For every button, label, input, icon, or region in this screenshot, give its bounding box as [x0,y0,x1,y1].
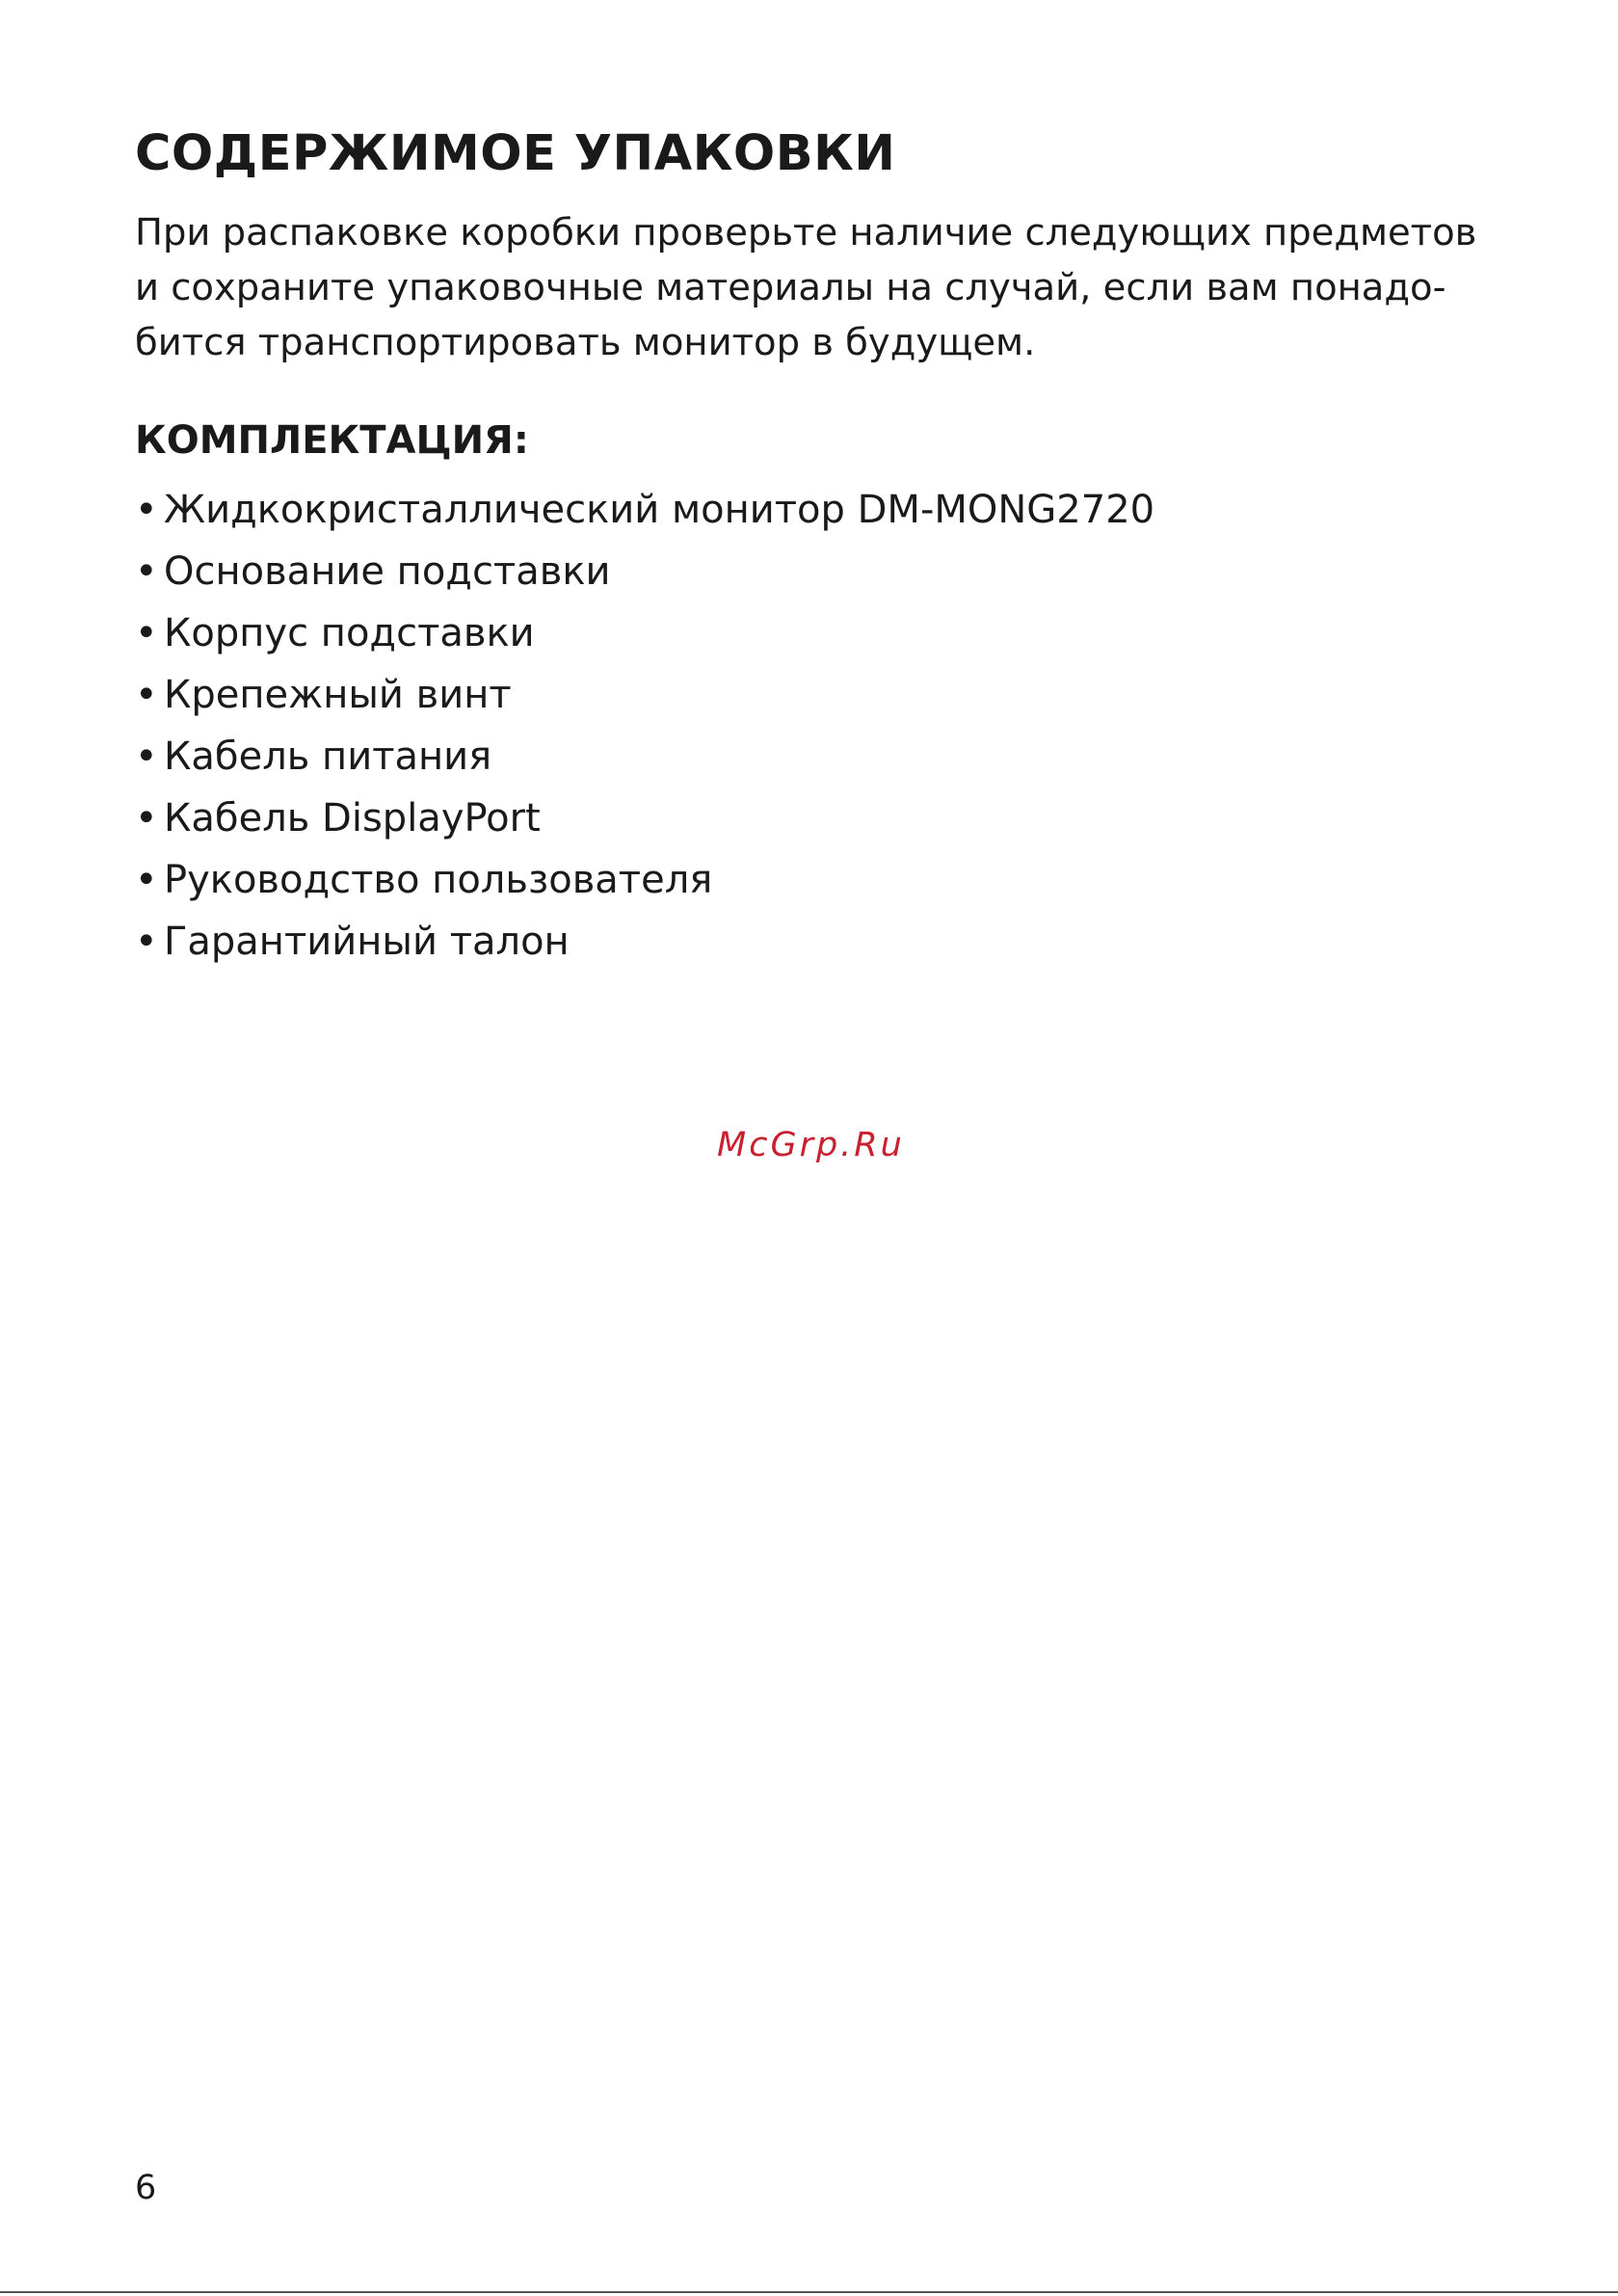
package-contents-list [135,479,1154,973]
list-item [135,788,1154,849]
list-item-label: Руководство пользователя [164,858,713,902]
list-item-label: Кабель питания [164,734,492,779]
bullet-icon: • [135,920,158,964]
list-item-label: Жидкокристаллический монитор DM-MONG2720 [164,488,1155,532]
package-contents-heading: КОМПЛЕКТАЦИЯ: [135,418,529,463]
list-item-label: Гарантийный талон [164,920,570,964]
list-item-label: Кабель DisplayPort [164,796,541,841]
intro-line: бится транспортировать монитор в будущем. [135,321,1036,364]
intro-paragraph [135,205,1484,370]
bullet-icon: • [135,796,158,841]
list-item [135,911,1154,973]
section-title: СОДЕРЖИМОЕ УПАКОВКИ [135,125,896,182]
list-item [135,541,1154,602]
intro-line: При распаковке коробки проверьте наличие следующих предметов [135,211,1477,254]
watermark: McGrp.Ru [717,1126,905,1164]
page-number: 6 [135,2169,157,2207]
list-item [135,664,1154,726]
list-item [135,602,1154,664]
bullet-icon: • [135,488,158,532]
list-item [135,479,1154,541]
bullet-icon: • [135,549,158,594]
intro-line: и сохраните упаковочные материалы на случай, если вам понадо- [135,266,1446,309]
list-item-label: Корпус подставки [164,611,535,655]
list-item-label: Основание подставки [164,549,611,594]
bullet-icon: • [135,858,158,902]
bullet-icon: • [135,734,158,779]
bullet-icon: • [135,611,158,655]
bottom-divider [0,2291,1618,2293]
bullet-icon: • [135,673,158,717]
list-item [135,726,1154,788]
list-item-label: Крепежный винт [164,673,512,717]
list-item [135,849,1154,911]
